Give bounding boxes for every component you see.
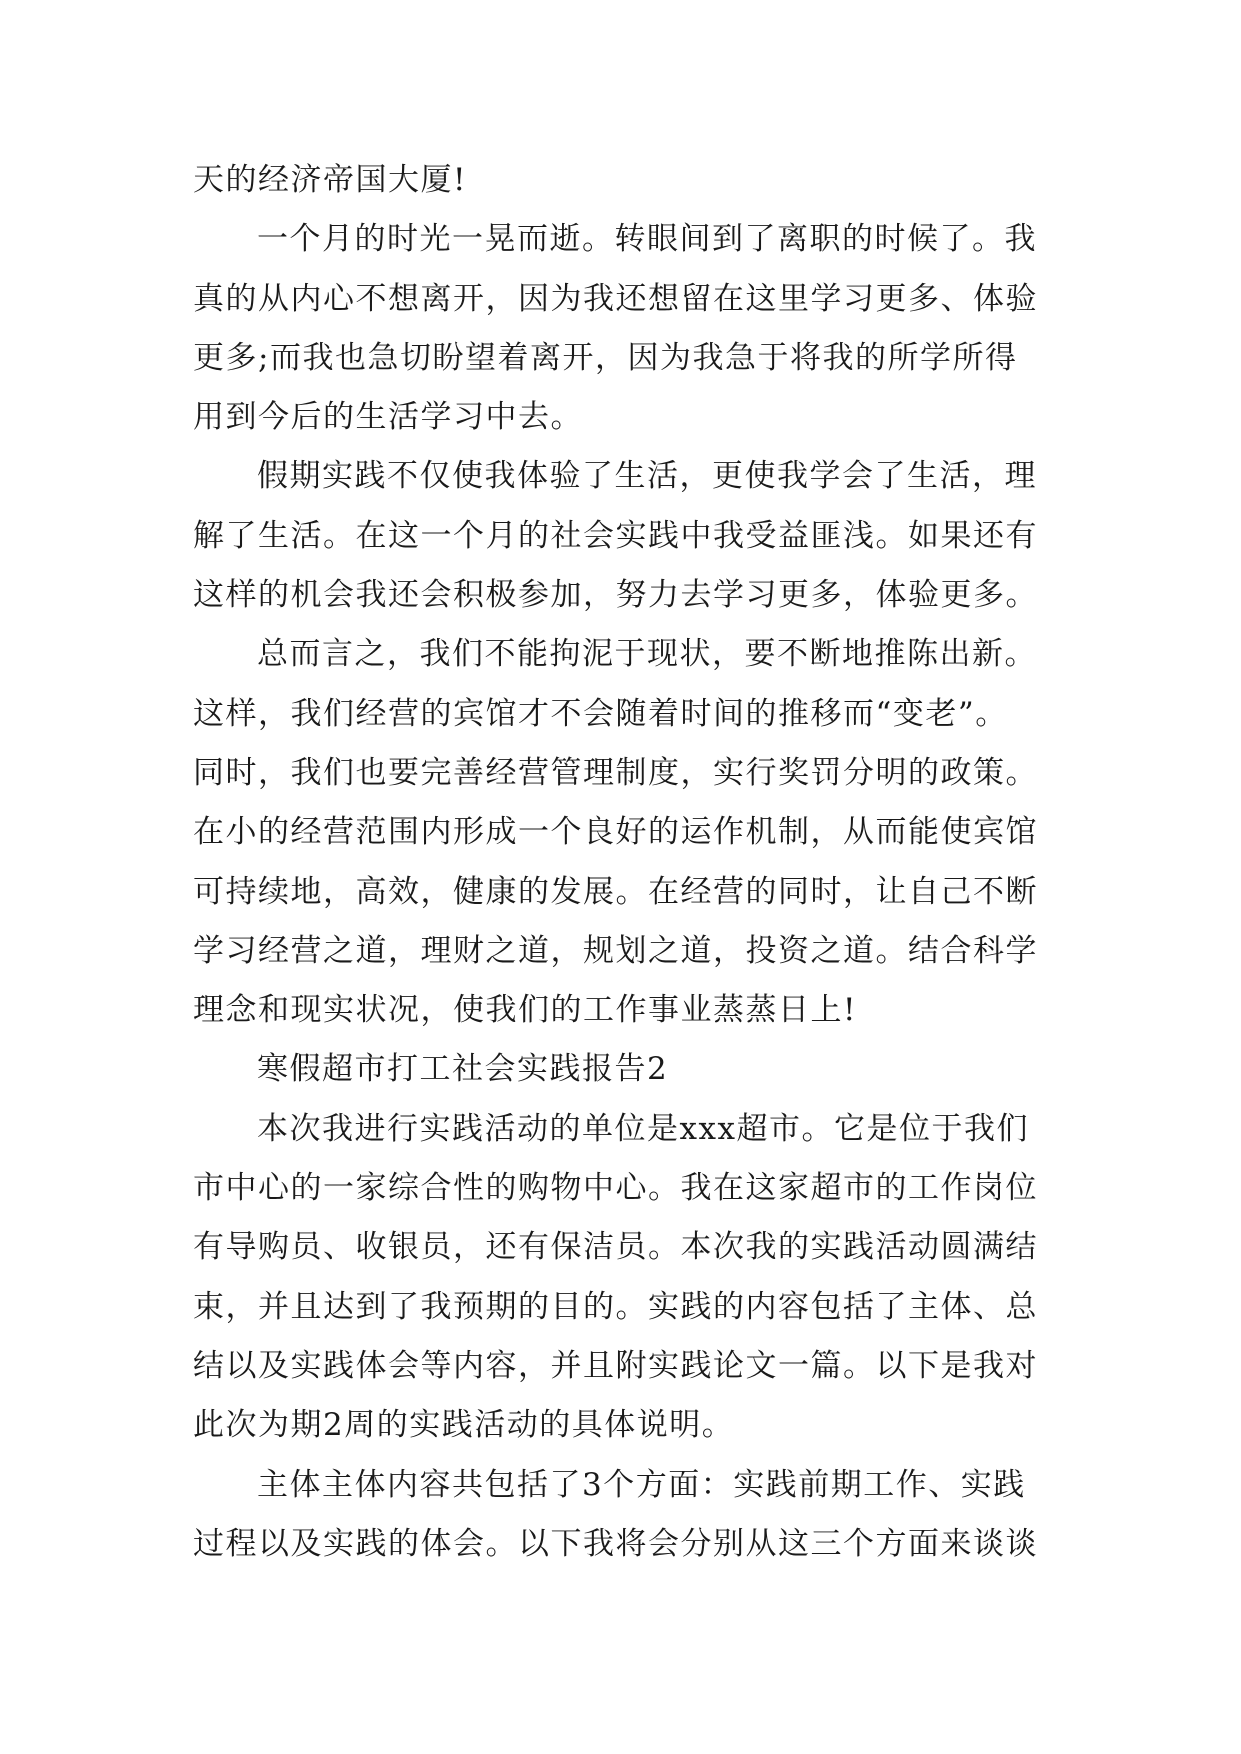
text-line: 用到今后的生活学习中去。	[193, 399, 583, 436]
text-line: 学习经营之道，理财之道，规划之道，投资之道。结合科学	[193, 932, 1038, 969]
text-line: 在小的经营范围内形成一个良好的运作机制，从而能使宾馆	[193, 814, 1038, 851]
text-line: 这样的机会我还会积极参加，努力去学习更多，体验更多。	[193, 577, 1038, 614]
paragraph-start-line: 总而言之，我们不能拘泥于现状，要不断地推陈出新。	[257, 636, 1037, 673]
paragraph-start-line: 本次我进行实践活动的单位是xxx超市。它是位于我们	[257, 1110, 1029, 1147]
paragraph-start-line: 假期实践不仅使我体验了生活，更使我学会了生活，理	[257, 458, 1037, 495]
text-line: 市中心的一家综合性的购物中心。我在这家超市的工作岗位	[193, 1170, 1038, 1207]
text-line: 结以及实践体会等内容，并且附实践论文一篇。以下是我对	[193, 1347, 1038, 1384]
text-line: 束，并且达到了我预期的目的。实践的内容包括了主体、总	[193, 1288, 1038, 1325]
text-line: 真的从内心不想离开，因为我还想留在这里学习更多、体验	[193, 280, 1038, 317]
text-line: 可持续地，高效，健康的发展。在经营的同时，让自己不断	[193, 873, 1038, 910]
text-line: 天的经济帝国大厦!	[193, 162, 467, 198]
text-line: 同时，我们也要完善经营管理制度，实行奖罚分明的政策。	[193, 754, 1038, 791]
paragraph-start-line: 主体主体内容共包括了3个方面：实践前期工作、实践	[257, 1466, 1026, 1503]
text-line: 更多;而我也急切盼望着离开，因为我急于将我的所学所得	[193, 339, 1018, 376]
text-line: 有导购员、收银员，还有保洁员。本次我的实践活动圆满结	[193, 1229, 1038, 1266]
text-line: 过程以及实践的体会。以下我将会分别从这三个方面来谈谈	[193, 1525, 1038, 1562]
text-line: 理念和现实状况，使我们的工作事业蒸蒸日上!	[193, 992, 857, 1029]
text-line: 这样，我们经营的宾馆才不会随着时间的推移而“变老”。	[193, 695, 1008, 732]
text-line: 解了生活。在这一个月的社会实践中我受益匪浅。如果还有	[193, 517, 1038, 554]
document-body	[193, 158, 1073, 1581]
section-heading: 寒假超市打工社会实践报告2	[257, 1051, 669, 1088]
text-line: 此次为期2周的实践活动的具体说明。	[193, 1407, 735, 1444]
paragraph-start-line: 一个月的时光一晃而逝。转眼间到了离职的时候了。我	[257, 221, 1037, 258]
